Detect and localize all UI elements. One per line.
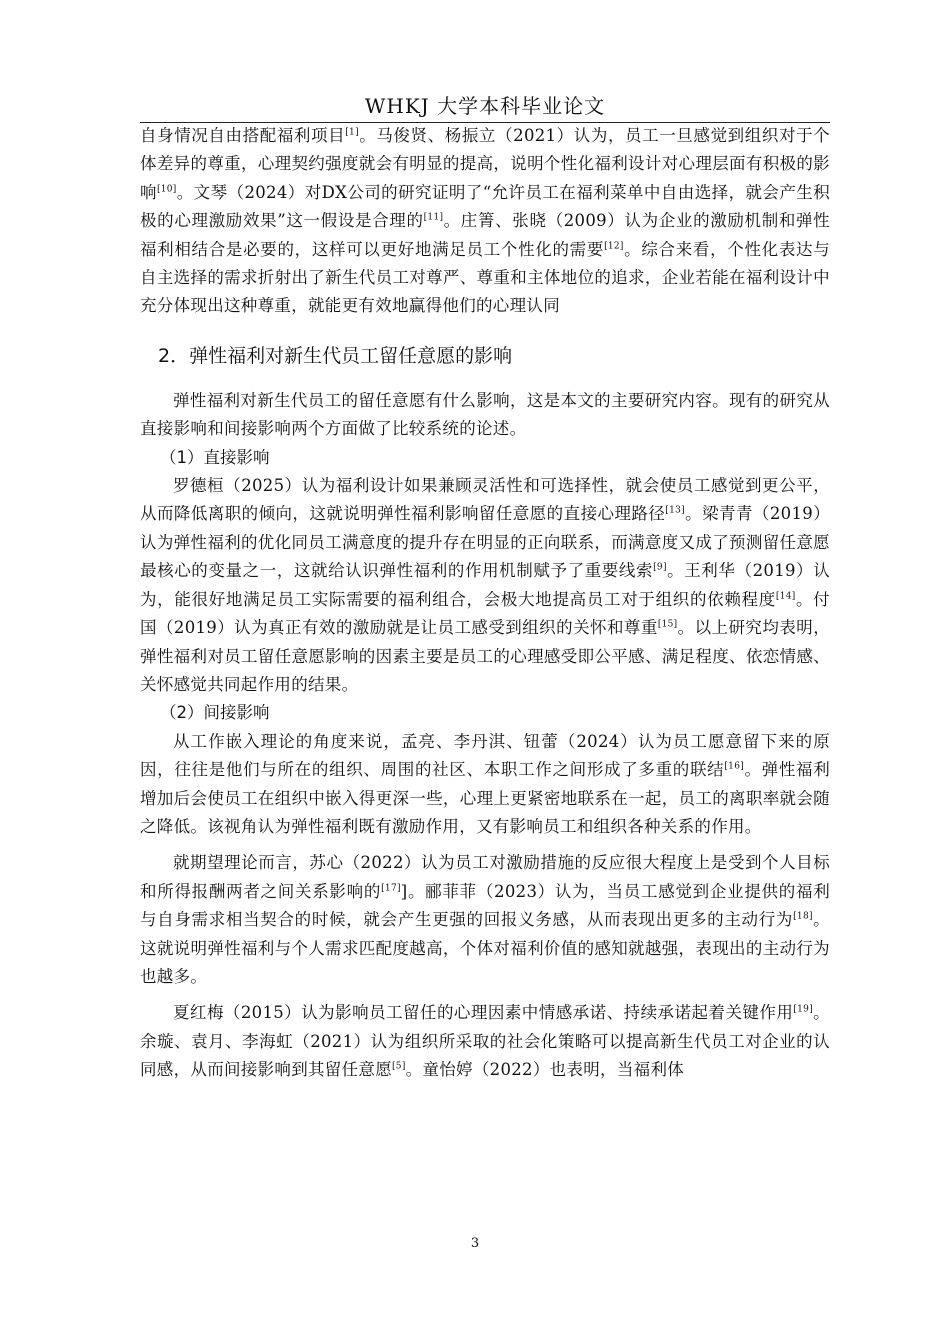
paragraph-4: 从工作嵌入理论的角度来说，孟亮、李丹淇、钮蕾（2024）认为员工愿意留下来的原因，往往是他们与所在的组织、周围的社区、本职工作之间形成了多重的联结[16]。弹性福利增加后会使员工在组织中嵌入得更深一些，心理上更紧密地联系在一起，员工的离职率就会随之降低。该视角认为弹性福利既有激励作用，又有影响员工和组织各种关系的作用。 [140,731,831,836]
subheading-indirect: （2）间接影响 [160,703,270,723]
citation-marker: [19] [793,1004,814,1015]
paragraph-1: 自身情况自由搭配福利项目[1]。马俊贤、杨振立（2021）认为，员工一旦感觉到组织对于个体差异的尊重，心理契约强度就会有明显的提高，说明个性化福利设计对心理层面有积极的影响[10]。文琴（2024）对DX公司的研究证明了“允许员工在福利菜单中自由选择，就会产生积极的心理激励效果”这一假设是合理的[11]。庄箐、张晓（2009）认为企业的激励机制和弹性福利相结合是必要的，这样可以更好地满足员工个性化的需要[12]。综合来看，个性化表达与自主选择的需求折射出了新生代员工对尊严、尊重和主体地位的追求，企业若能在福利设计中充分体现出这种尊重，就能更有效地赢得他们的心理认同 [140,126,830,316]
page-body [140,122,830,1085]
citation-marker: [9] [653,562,667,573]
section-heading: 2．弹性福利对新生代员工留任意愿的影响 [158,344,513,367]
paragraph-6: 夏红梅（2015）认为影响员工留任的心理因素中情感承诺、持续承诺起着关键作用[19]。余璇、袁月、李海虹（2021）认为组织所采取的社会化策略可以提高新生代员工对企业的认同感，从而间接影响到其留任意愿[5]。童怡婷（2022）也表明，当福利体 [140,1003,830,1080]
citation-marker: [18] [793,911,813,922]
citation-marker: [11] [423,212,444,223]
citation-marker: [15] [657,619,678,630]
paragraph-2: 弹性福利对新生代员工的留任意愿有什么影响，这是本文的主要研究内容。现有的研究从直接影响和间接影响两个方面做了比较系统的论述。 [140,390,830,439]
paragraph-5: 就期望理论而言，苏心（2022）认为员工对激励措施的反应很大程度上是受到个人目标和所得报酬两者之间关系影响的[17]]。郦菲菲（2023）认为，当员工感觉到企业提供的福利与自身需求相当契合的时候，就会产生更强的回报义务感，从而表现出更多的主动行为[18]。这就说明弹性福利与个人需求匹配度越高，个体对福利价值的感知就越强，表现出的主动行为也越多。 [140,853,831,986]
citation-marker: [14] [775,591,796,602]
citation-marker: [16] [724,761,745,772]
citation-marker: [13] [665,505,685,516]
citation-marker: [5] [392,1061,406,1072]
paragraph-3: 罗德桓（2025）认为福利设计如果兼顾灵活性和可选择性，就会使员工感觉到更公平，从而降低离职的倾向，这就说明弹性福利影响留任意愿的直接心理路径[13]。梁青青（2019）认为弹性福利的优化同员工满意度的提升存在明显的正向联系，而满意度又成了预测留任意愿最核心的变量之一，这就给认识弹性福利的作用机制赋予了重要线索[9]。王利华（2019）认为，能很好地满足员工实际需要的福利组合，会极大地提高员工对于组织的依赖程度[14]。付国（2019）认为真正有效的激励就是让员工感受到组织的关怀和尊重[15]。以上研究均表明，弹性福利对员工留任意愿影响的因素主要是员工的心理感受即公平感、满足程度、依恋情感、关怀感觉共同起作用的结果。 [140,476,831,694]
citation-marker: [10] [156,184,177,195]
subheading-direct: （1）直接影响 [160,447,270,467]
citation-marker: [1] [345,127,359,138]
page-header: WHKJ 大学本科毕业论文 [364,94,606,118]
page-number: 3 [470,1236,480,1251]
citation-marker: [12] [604,241,624,252]
citation-marker: [17] [381,883,401,894]
